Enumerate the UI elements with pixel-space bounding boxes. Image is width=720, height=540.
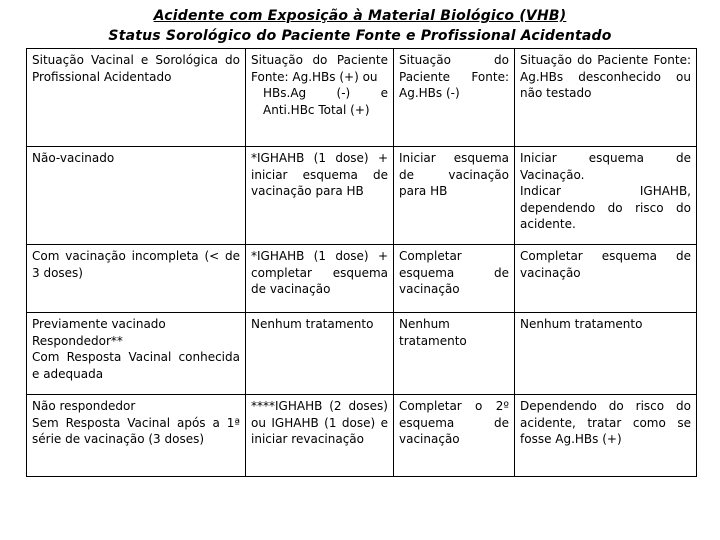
- header-cell-vaccination-status: [27, 49, 246, 147]
- cell-text: HBs.Ag (-) e Anti.HBc Total (+): [263, 86, 388, 117]
- cell-text: Iniciar esquema de Vacinação.: [520, 151, 691, 182]
- cell-text: Indicar IGHAHB, dependendo do risco do acidente.: [520, 184, 691, 231]
- cell-text: Nenhum tratamento: [251, 317, 374, 331]
- cell-text: Não-vacinado: [32, 151, 115, 165]
- cell-text: Nenhum tratamento: [399, 317, 467, 348]
- table-cell: [27, 313, 246, 395]
- table-cell: [394, 395, 515, 477]
- table-cell: [246, 313, 394, 395]
- cell-text: *IGHAHB (1 dose) + completar esquema de vacinação: [251, 249, 388, 296]
- cell-text: Completar esquema de vacinação: [520, 249, 691, 280]
- cell-text: Iniciar esquema de vacinação para HB: [399, 151, 509, 198]
- cell-text: *IGHAHB (1 dose) + iniciar esquema de vacinação para HB: [251, 151, 388, 198]
- table-row: [27, 245, 697, 313]
- header-cell-source-positive: [246, 49, 394, 147]
- cell-text: Com vacinação incompleta (< de 3 doses): [32, 249, 240, 280]
- table-cell: [246, 245, 394, 313]
- table-cell: [246, 147, 394, 245]
- cell-text: Situação do Paciente Fonte: Ag.HBs (-): [399, 53, 509, 100]
- table-cell: [515, 395, 697, 477]
- cell-text: Completar esquema de vacinação: [399, 249, 509, 296]
- cell-text: Sem Resposta Vacinal após a 1ª série de vacinação (3 doses): [32, 415, 240, 446]
- document-title: [0, 6, 720, 46]
- cell-text: Situação Vacinal e Sorológica do Profissional Acidentado: [32, 53, 240, 84]
- table-cell: [515, 313, 697, 395]
- cell-text: Não respondedor: [32, 399, 136, 413]
- table-row: [27, 395, 697, 477]
- cell-text: Respondedor**: [32, 333, 123, 348]
- cell-text: Situação do Paciente Fonte: Ag.HBs desconhecido ou não testado: [520, 53, 691, 100]
- cell-text: Situação do Paciente Fonte: Ag.HBs (+) ou: [251, 53, 388, 84]
- table-row: [27, 313, 697, 395]
- title-line-2: Status Sorológico do Paciente Fonte e Profissional Acidentado: [108, 28, 612, 44]
- cell-text: ****IGHAHB (2 doses) ou IGHAHB (1 dose) e iniciar revacinação: [251, 399, 388, 446]
- table-cell: [394, 245, 515, 313]
- cell-text: Nenhum tratamento: [520, 317, 643, 331]
- table-cell: [27, 395, 246, 477]
- table-cell: [27, 147, 246, 245]
- table-header-row: [27, 49, 697, 147]
- table-cell: [246, 395, 394, 477]
- cell-text: Com Resposta Vacinal conhecida e adequada: [32, 350, 240, 381]
- table-cell: [515, 245, 697, 313]
- header-cell-source-negative: [394, 49, 515, 147]
- status-table: [26, 48, 697, 477]
- header-cell-source-unknown: [515, 49, 697, 147]
- cell-text: Dependendo do risco do acidente, tratar como se fosse Ag.HBs (+): [520, 399, 691, 446]
- table-cell: [394, 147, 515, 245]
- table-cell: [394, 313, 515, 395]
- title-line-1: Acidente com Exposição à Material Biológico (VHB): [153, 8, 567, 24]
- cell-text: Previamente vacinado: [32, 317, 166, 331]
- table-cell: [27, 245, 246, 313]
- table-cell: [515, 147, 697, 245]
- cell-text: Completar o 2º esquema de vacinação: [399, 399, 509, 446]
- table-row: [27, 147, 697, 245]
